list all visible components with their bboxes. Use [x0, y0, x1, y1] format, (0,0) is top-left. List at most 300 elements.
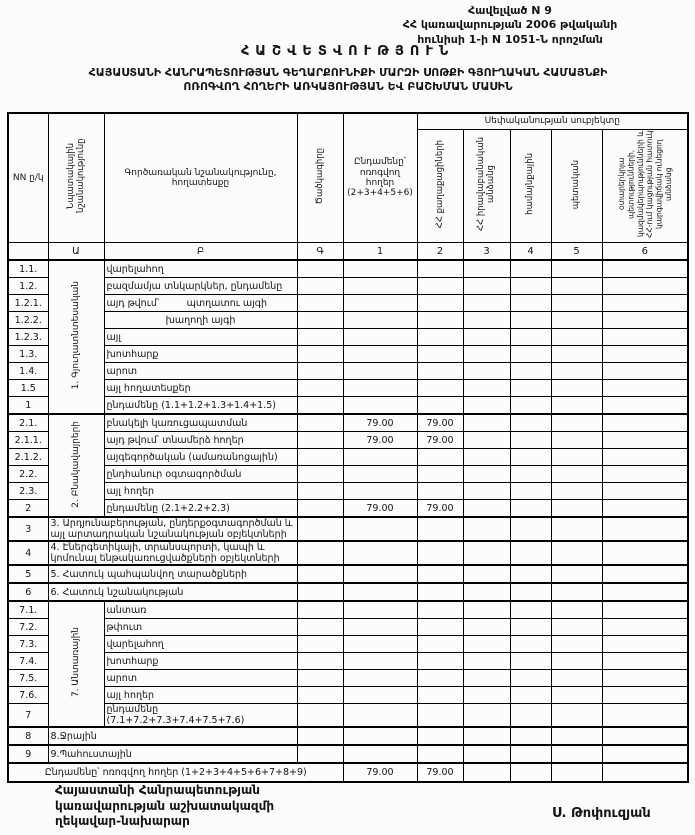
document-subtitle — [28, 66, 668, 94]
value-cell — [510, 260, 551, 278]
value-cell: 79.00 — [343, 432, 417, 449]
value-cell: 79.00 — [343, 763, 417, 782]
table-row — [8, 583, 688, 601]
letter-cell: 3 — [463, 243, 510, 261]
table-row — [8, 414, 688, 432]
value-cell — [510, 541, 551, 565]
table-row — [8, 704, 688, 728]
value-cell — [343, 483, 417, 500]
table-row — [8, 380, 688, 397]
value-cell — [551, 517, 602, 541]
value-cell — [602, 380, 688, 397]
row-label: այլ հողատեսքեր — [104, 380, 297, 397]
row-code-cell — [297, 619, 343, 636]
value-cell — [602, 727, 688, 745]
table-row — [8, 601, 688, 619]
value-cell — [343, 466, 417, 483]
table-row — [8, 636, 688, 653]
value-cell — [602, 541, 688, 565]
row-label: անտառ — [104, 601, 297, 619]
table-row — [8, 727, 688, 745]
letter-cell: 2 — [417, 243, 463, 261]
col-header-owner-state: պետական — [551, 130, 602, 243]
value-cell — [510, 601, 551, 619]
signature-name: Ս. Թոփուզյան — [552, 806, 651, 821]
value-cell — [510, 763, 551, 782]
value-cell — [510, 432, 551, 449]
value-cell — [343, 517, 417, 541]
value-cell — [343, 704, 417, 728]
row-label: 6. Հատուկ նշանակության — [48, 583, 297, 601]
value-cell — [551, 687, 602, 704]
value-cell — [463, 601, 510, 619]
value-cell — [602, 517, 688, 541]
value-cell — [463, 466, 510, 483]
value-cell — [510, 346, 551, 363]
footer-signatory-title — [55, 783, 274, 830]
row-number: 2.1. — [8, 414, 48, 432]
value-cell — [417, 704, 463, 728]
table-row — [8, 687, 688, 704]
value-cell — [343, 295, 417, 312]
row-code-cell — [297, 363, 343, 380]
table-row — [8, 363, 688, 380]
value-cell — [510, 565, 551, 583]
row-label: խոտհարք — [104, 653, 297, 670]
value-cell — [602, 260, 688, 278]
subtitle-line: ՈՌՈԳՎՈՂ ՀՈՂԵՐԻ ԱՌԿԱՅՈՒԹՅԱՆ ԵՎ ԲԱՇԽՄԱՆ ՄԱՍԻՆ — [183, 79, 513, 93]
row-number: 7 — [8, 704, 48, 728]
table-total-row — [8, 763, 688, 782]
row-label: թփուտ — [104, 619, 297, 636]
value-cell — [602, 483, 688, 500]
footer-line: Հայաստանի Հանրապետության — [55, 783, 260, 797]
appendix-reference — [330, 4, 690, 47]
value-cell — [510, 687, 551, 704]
value-cell — [417, 397, 463, 415]
value-cell — [602, 500, 688, 518]
value-cell — [463, 619, 510, 636]
value-cell — [510, 583, 551, 601]
value-cell — [463, 312, 510, 329]
row-code-cell — [297, 380, 343, 397]
value-cell — [510, 312, 551, 329]
row-number: 1.1. — [8, 260, 48, 278]
value-cell — [463, 295, 510, 312]
value-cell — [417, 583, 463, 601]
value-cell — [551, 278, 602, 295]
row-label-prefix: այդ թվում՝ — [106, 297, 160, 309]
row-code-cell — [297, 601, 343, 619]
value-cell — [510, 653, 551, 670]
value-cell — [602, 619, 688, 636]
table-row — [8, 483, 688, 500]
row-label: ընդամենը (2.1+2.2+2.3) — [104, 500, 297, 518]
value-cell — [343, 346, 417, 363]
value-cell — [343, 363, 417, 380]
table-row — [8, 565, 688, 583]
row-code-cell — [297, 653, 343, 670]
value-cell — [602, 449, 688, 466]
value-cell — [417, 466, 463, 483]
value-cell — [463, 500, 510, 518]
value-cell — [463, 517, 510, 541]
row-label: 4. Էներգետիկայի, տրանսպորտի, կապի և կոմունալ ենթակառուցվածքների օբյեկտների — [48, 541, 297, 565]
value-cell — [463, 687, 510, 704]
value-cell — [602, 601, 688, 619]
value-cell — [417, 619, 463, 636]
value-cell: 79.00 — [417, 763, 463, 782]
value-cell — [602, 704, 688, 728]
row-number: 6 — [8, 583, 48, 601]
value-cell — [463, 763, 510, 782]
value-cell — [510, 295, 551, 312]
value-cell — [417, 363, 463, 380]
value-cell — [602, 687, 688, 704]
value-cell — [343, 449, 417, 466]
group-label — [48, 601, 104, 727]
row-label: ընդամենը (7.1+7.2+7.3+7.4+7.5+7.6) — [104, 704, 297, 728]
value-cell — [551, 346, 602, 363]
appendix-line: հունիսի 1-ի N 1051-Ն որոշման — [417, 32, 603, 46]
row-number: 4 — [8, 541, 48, 565]
value-cell — [463, 414, 510, 432]
row-label: 3. Արդյունաբերության, ընդերքօգտագործման և այլ արտադրական նշանակության օբյեկտների — [48, 517, 297, 541]
value-cell — [602, 295, 688, 312]
value-cell — [510, 414, 551, 432]
value-cell — [510, 500, 551, 518]
value-cell — [343, 380, 417, 397]
value-cell — [551, 541, 602, 565]
row-label: արոտ — [104, 670, 297, 687]
value-cell — [551, 500, 602, 518]
table-row — [8, 619, 688, 636]
value-cell — [417, 329, 463, 346]
row-code-cell — [297, 346, 343, 363]
value-cell — [343, 727, 417, 745]
value-cell — [417, 380, 463, 397]
report-table-body — [8, 260, 688, 782]
value-cell — [417, 483, 463, 500]
letter-cell: Ա — [48, 243, 104, 261]
row-number: 7.1. — [8, 601, 48, 619]
value-cell — [602, 363, 688, 380]
row-label — [104, 295, 297, 312]
letter-cell: 1 — [343, 243, 417, 261]
value-cell — [551, 745, 602, 763]
value-cell — [602, 763, 688, 782]
value-cell — [510, 329, 551, 346]
appendix-line: Հավելված N 9 — [468, 4, 552, 17]
appendix-line: ՀՀ կառավարության 2006 թվականի — [402, 18, 618, 32]
value-cell — [463, 363, 510, 380]
row-number: 3 — [8, 517, 48, 541]
value-cell — [417, 517, 463, 541]
row-label: այլ — [104, 329, 297, 346]
row-label: խոտհարք — [104, 346, 297, 363]
row-number: 7.4. — [8, 653, 48, 670]
value-cell — [463, 565, 510, 583]
col-header-nn: NN ը/կ — [8, 113, 48, 243]
table-row — [8, 329, 688, 346]
row-number: 7.5. — [8, 670, 48, 687]
letter-cell: 6 — [602, 243, 688, 261]
group-label — [48, 414, 104, 517]
value-cell — [551, 601, 602, 619]
table-row — [8, 653, 688, 670]
value-cell — [551, 704, 602, 728]
value-cell — [417, 565, 463, 583]
value-cell — [417, 449, 463, 466]
row-label: վարելահող — [104, 636, 297, 653]
value-cell — [510, 363, 551, 380]
value-cell — [510, 483, 551, 500]
value-cell — [463, 670, 510, 687]
value-cell — [510, 278, 551, 295]
group-label — [48, 260, 104, 414]
value-cell — [343, 636, 417, 653]
row-code-cell — [297, 745, 343, 763]
value-cell — [551, 432, 602, 449]
table-row — [8, 397, 688, 415]
value-cell — [343, 687, 417, 704]
row-label: այգեգործական (ամառանոցային) — [104, 449, 297, 466]
value-cell — [510, 727, 551, 745]
row-number: 9 — [8, 745, 48, 763]
row-number: 1.2. — [8, 278, 48, 295]
table-row — [8, 312, 688, 329]
row-number: 1.2.2. — [8, 312, 48, 329]
row-label: վարելահող — [104, 260, 297, 278]
group-label-text: 1. Գյուղատնտեսական — [70, 281, 81, 390]
row-code-cell — [297, 565, 343, 583]
row-number: 8 — [8, 727, 48, 745]
value-cell — [463, 260, 510, 278]
row-label: այդ թվում՝ տնամերձ հողեր — [104, 432, 297, 449]
col-header-total: Ընդամենը՝ ոռոգվող հողեր (2+3+4+5+6) — [343, 113, 417, 243]
document-title: ՀԱՇՎԵՏՎՈՒԹՅՈՒՆ — [240, 44, 455, 59]
value-cell — [343, 583, 417, 601]
row-label: 5. Հատուկ պահպանվող տարածքների — [48, 565, 297, 583]
value-cell — [510, 466, 551, 483]
value-cell — [510, 397, 551, 415]
value-cell — [463, 541, 510, 565]
col-header-code: Ծածկագիրը — [297, 113, 343, 243]
value-cell — [463, 483, 510, 500]
value-cell — [510, 670, 551, 687]
row-number: 7.3. — [8, 636, 48, 653]
value-cell — [551, 363, 602, 380]
value-cell — [343, 653, 417, 670]
value-cell — [551, 397, 602, 415]
table-row — [8, 745, 688, 763]
row-code-cell — [297, 260, 343, 278]
value-cell — [463, 329, 510, 346]
row-code-cell — [297, 466, 343, 483]
value-cell — [510, 380, 551, 397]
row-label: ընդամենը (1.1+1.2+1.3+1.4+1.5) — [104, 397, 297, 415]
row-label: բնակելի կառուցապատման — [104, 414, 297, 432]
table-row — [8, 541, 688, 565]
value-cell — [343, 565, 417, 583]
value-cell — [463, 745, 510, 763]
value-cell: 79.00 — [417, 414, 463, 432]
value-cell — [343, 541, 417, 565]
table-row — [8, 278, 688, 295]
value-cell — [510, 704, 551, 728]
letter-cell: 4 — [510, 243, 551, 261]
value-cell — [417, 727, 463, 745]
value-cell — [551, 636, 602, 653]
col-header-owner-citizens: ՀՀ քաղաքացիների — [417, 130, 463, 243]
value-cell — [343, 619, 417, 636]
value-cell — [551, 449, 602, 466]
row-number: 1 — [8, 397, 48, 415]
value-cell — [343, 745, 417, 763]
letter-cell: Գ — [297, 243, 343, 261]
col-header-owner-foreign: օտարերկրյա պետությունների, կազմակերպությունների և ՀՀ-ում կացության հատուկ կարգավիճակ ունեցող անձանց — [602, 130, 688, 243]
value-cell — [551, 295, 602, 312]
row-number: 2.1.2. — [8, 449, 48, 466]
row-code-cell — [297, 432, 343, 449]
value-cell — [417, 541, 463, 565]
value-cell — [417, 601, 463, 619]
row-label-center: պտղատու այգի — [186, 297, 267, 309]
row-number: 1.5 — [8, 380, 48, 397]
value-cell — [343, 397, 417, 415]
value-cell — [417, 670, 463, 687]
value-cell — [602, 745, 688, 763]
value-cell — [602, 278, 688, 295]
value-cell — [602, 432, 688, 449]
col-header-owner-community: համայնքային — [510, 130, 551, 243]
value-cell — [551, 653, 602, 670]
row-number: 2 — [8, 500, 48, 518]
value-cell — [551, 414, 602, 432]
row-number: 1.2.1. — [8, 295, 48, 312]
land-report-table — [7, 112, 689, 783]
value-cell — [510, 745, 551, 763]
row-number: 1.4. — [8, 363, 48, 380]
value-cell: 79.00 — [417, 432, 463, 449]
row-label-center: խաղողի այգի — [165, 314, 236, 326]
value-cell — [510, 449, 551, 466]
value-cell — [551, 670, 602, 687]
letter-cell: 5 — [551, 243, 602, 261]
row-code-cell — [297, 517, 343, 541]
value-cell — [463, 653, 510, 670]
table-row — [8, 449, 688, 466]
row-code-cell — [297, 541, 343, 565]
table-row — [8, 670, 688, 687]
value-cell — [417, 687, 463, 704]
value-cell — [417, 260, 463, 278]
value-cell — [417, 745, 463, 763]
value-cell — [417, 346, 463, 363]
value-cell — [343, 312, 417, 329]
value-cell — [343, 278, 417, 295]
row-label: արոտ — [104, 363, 297, 380]
value-cell — [463, 636, 510, 653]
value-cell — [551, 763, 602, 782]
value-cell — [463, 727, 510, 745]
row-code-cell — [297, 727, 343, 745]
table-row — [8, 260, 688, 278]
value-cell — [551, 466, 602, 483]
footer-line: կառավարության աշխատակազմի — [55, 798, 275, 813]
row-code-cell — [297, 278, 343, 295]
row-code-cell — [297, 704, 343, 728]
row-number: 2.1.1. — [8, 432, 48, 449]
row-label: այլ հողեր — [104, 687, 297, 704]
value-cell — [602, 653, 688, 670]
row-label: 8.Ջրային — [48, 727, 297, 745]
row-code-cell — [297, 670, 343, 687]
row-code-cell — [297, 636, 343, 653]
value-cell — [551, 329, 602, 346]
value-cell — [463, 432, 510, 449]
value-cell — [602, 346, 688, 363]
value-cell — [602, 329, 688, 346]
value-cell — [551, 583, 602, 601]
group-label-text: 2. Բնակավայրերի — [70, 420, 81, 508]
letter-cell-empty — [8, 243, 48, 261]
value-cell — [417, 278, 463, 295]
row-code-cell — [297, 414, 343, 432]
row-code-cell — [297, 449, 343, 466]
value-cell — [602, 466, 688, 483]
col-header-purpose: Նպատակային նշանակությունը — [48, 113, 104, 243]
table-row — [8, 517, 688, 541]
row-code-cell — [297, 397, 343, 415]
value-cell — [602, 397, 688, 415]
value-cell — [602, 565, 688, 583]
value-cell — [510, 636, 551, 653]
row-label: ընդհանուր օգտագործման — [104, 466, 297, 483]
value-cell — [343, 260, 417, 278]
value-cell — [343, 329, 417, 346]
value-cell — [551, 260, 602, 278]
row-code-cell — [297, 312, 343, 329]
table-row — [8, 466, 688, 483]
row-label — [104, 312, 297, 329]
row-code-cell — [297, 295, 343, 312]
row-number: 2.3. — [8, 483, 48, 500]
value-cell — [463, 583, 510, 601]
value-cell — [551, 619, 602, 636]
value-cell — [463, 449, 510, 466]
row-number: 2.2. — [8, 466, 48, 483]
row-label: այլ հողեր — [104, 483, 297, 500]
subtitle-line: ՀԱՅԱՍՏԱՆԻ ՀԱՆՐԱՊԵՏՈՒԹՅԱՆ ԳԵՂԱՐՔՈՒՆԻՔԻ ՄԱՐԶԻ ՍՈԹՔԻ ԳՅՈՒՂԱԿԱՆ ՀԱՄԱՅՆՔԻ — [88, 66, 608, 79]
table-row — [8, 432, 688, 449]
total-row-label: Ընդամենը՝ ոռոգվող հողեր (1+2+3+4+5+6+7+8+9) — [8, 763, 343, 782]
letter-cell: Բ — [104, 243, 297, 261]
value-cell — [463, 704, 510, 728]
col-header-owner-legal: ՀՀ իրավաբանական անձանց — [463, 130, 510, 243]
value-cell: 79.00 — [417, 500, 463, 518]
row-code-cell — [297, 583, 343, 601]
row-code-cell — [297, 687, 343, 704]
row-code-cell — [297, 329, 343, 346]
value-cell — [551, 483, 602, 500]
value-cell: 79.00 — [343, 500, 417, 518]
value-cell — [510, 619, 551, 636]
value-cell — [551, 312, 602, 329]
value-cell: 79.00 — [343, 414, 417, 432]
value-cell — [602, 583, 688, 601]
value-cell — [343, 670, 417, 687]
